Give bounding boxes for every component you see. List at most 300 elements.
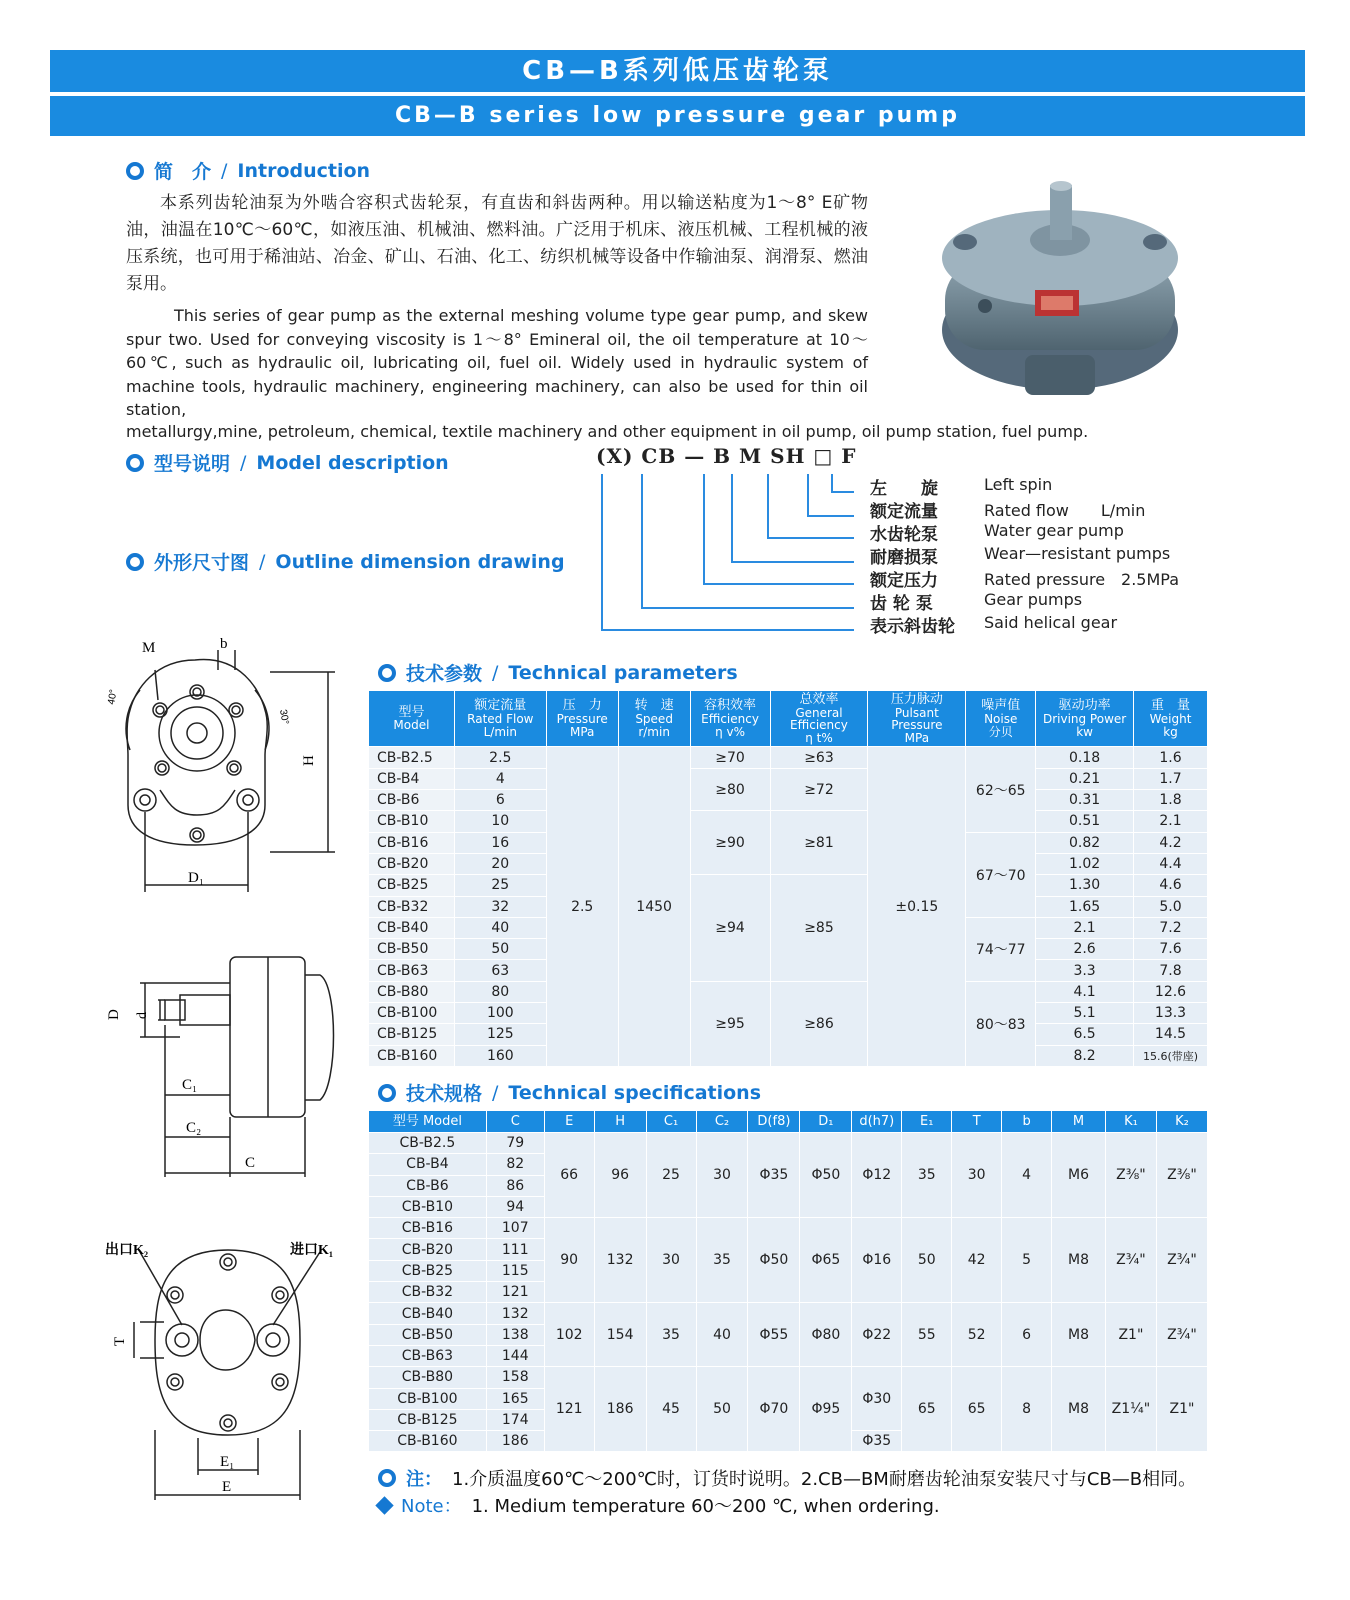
weight-cell: 5.0: [1134, 896, 1208, 917]
model-heading-cn: 型号说明: [154, 453, 231, 475]
legend-en-2: Water gear pump: [984, 521, 1124, 540]
pressure-cell: 2.5: [546, 747, 618, 1066]
specs-header-cell: D₁: [800, 1111, 852, 1133]
model-name-cell: CB-B50: [369, 939, 455, 960]
h-cell: 186: [594, 1367, 646, 1452]
label-D: D: [106, 1009, 122, 1020]
c1-cell: 30: [646, 1218, 696, 1303]
power-cell: 5.1: [1036, 1002, 1134, 1023]
k1-cell: Z¾": [1105, 1218, 1156, 1303]
m-cell: M8: [1052, 1303, 1106, 1367]
weight-cell: 1.8: [1134, 790, 1208, 811]
k1-cell: Z1": [1105, 1303, 1156, 1367]
k1-cell: Z1¼": [1105, 1367, 1156, 1452]
k2-cell: Z⅜": [1156, 1133, 1207, 1218]
technical-specifications-table: [368, 1110, 1208, 1452]
flow-cell: 63: [454, 960, 546, 981]
e1-cell: 55: [902, 1303, 952, 1367]
e1-cell: 50: [902, 1218, 952, 1303]
weight-cell: 4.4: [1134, 853, 1208, 874]
flow-cell: 20: [454, 853, 546, 874]
table-row: [369, 1133, 1208, 1154]
noise-cell: 67～70: [966, 832, 1036, 917]
table-row: [369, 747, 1208, 768]
model-name-cell: CB-B6: [369, 1175, 487, 1196]
page-title-cn: CB—B系列低压齿轮泵: [522, 56, 833, 86]
label-M: M: [142, 640, 156, 656]
d-f8-cell: Φ55: [748, 1303, 800, 1367]
power-cell: 8.2: [1036, 1045, 1134, 1066]
efficiency-t-cell: ≥63: [770, 747, 868, 768]
back-view-drawing: [100, 1230, 360, 1510]
params-header-cell: [369, 691, 455, 747]
params-header-text: 容积效率: [704, 698, 757, 714]
title-banner-en: [50, 96, 1305, 136]
intro-heading-en: Introduction: [237, 159, 371, 182]
c-cell: 144: [486, 1345, 544, 1366]
flow-cell: 16: [454, 832, 546, 853]
params-header-text: Efficiency: [701, 711, 759, 726]
params-header-text: 噪声值: [981, 698, 1021, 714]
efficiency-v-cell: ≥80: [690, 768, 770, 811]
specs-header-cell: C₁: [646, 1111, 696, 1133]
flow-cell: 50: [454, 939, 546, 960]
heading-separator: /: [492, 1081, 499, 1104]
params-header-text: Speed: [635, 711, 673, 726]
model-name-cell: CB-B160: [369, 1045, 455, 1066]
m-cell: M8: [1052, 1367, 1106, 1452]
table-row: [369, 1367, 1208, 1388]
d-h7-cell: Φ30: [852, 1367, 902, 1431]
params-header-text: η t%: [805, 730, 833, 745]
intro-text-en: This series of gear pump as the external meshing volume type gear pump, and skew spur two. Used for conveying viscosity is 1～8° Emineral oil, the oil temperature at 10～60℃, such as hydraulic oil, lubricating oil, fuel oil. Widely used in hydraulic system of machine tools, hydraulic machinery, engineering machinery, can also be used for thin oil station,: [126, 306, 868, 419]
model-code: (X) CB — B M SH □ F: [596, 444, 857, 468]
label-C2: C₂: [186, 1120, 202, 1136]
model-name-cell: CB-B2.5: [369, 1133, 487, 1154]
c1-cell: 35: [646, 1303, 696, 1367]
c2-cell: 35: [696, 1218, 748, 1303]
table-row: [369, 1218, 1208, 1239]
b-cell: 8: [1002, 1367, 1052, 1452]
circle-bullet-icon: [378, 1469, 396, 1487]
specs-header-cell: K₁: [1105, 1111, 1156, 1133]
noise-cell: 74～77: [966, 917, 1036, 981]
params-heading: [378, 659, 738, 686]
circle-bullet-icon: [126, 162, 144, 180]
t-cell: 65: [952, 1367, 1002, 1452]
params-header-text: η v%: [715, 724, 746, 739]
c-cell: 86: [486, 1175, 544, 1196]
specs-header-cell: b: [1002, 1111, 1052, 1133]
weight-cell: 12.6: [1134, 981, 1208, 1002]
model-name-cell: CB-B100: [369, 1002, 455, 1023]
power-cell: 0.31: [1036, 790, 1134, 811]
power-cell: 2.6: [1036, 939, 1134, 960]
label-T: T: [112, 1336, 128, 1346]
speed-cell: 1450: [618, 747, 690, 1066]
params-header-cell: [1134, 691, 1208, 747]
params-header-text: MPa: [904, 730, 930, 745]
note-text-en: 1. Medium temperature 60～200 ℃, when ordering.: [471, 1496, 940, 1517]
efficiency-v-cell: ≥70: [690, 747, 770, 768]
power-cell: 2.1: [1036, 917, 1134, 938]
table-row: [369, 1303, 1208, 1324]
params-header-text: Weight: [1149, 711, 1192, 726]
circle-bullet-icon: [126, 553, 144, 571]
c-cell: 174: [486, 1409, 544, 1430]
params-header-cell: [1036, 691, 1134, 747]
label-C: C: [245, 1155, 256, 1171]
c-cell: 132: [486, 1303, 544, 1324]
page-title-en: CB—B series low pressure gear pump: [395, 103, 960, 128]
legend-cn-5: 齿 轮 泵: [870, 594, 933, 614]
power-cell: 0.82: [1036, 832, 1134, 853]
legend-en-0: Left spin: [984, 475, 1053, 494]
specs-header-cell: T: [952, 1111, 1002, 1133]
note-cn: [378, 1465, 1196, 1491]
specs-header-cell: H: [594, 1111, 646, 1133]
intro-heading-cn: 简 介: [154, 161, 212, 183]
specs-header-cell: K₂: [1156, 1111, 1207, 1133]
flow-cell: 6: [454, 790, 546, 811]
label-D1: D₁: [188, 870, 205, 886]
table-row: [369, 981, 1208, 1002]
weight-cell: 1.7: [1134, 768, 1208, 789]
note-text-cn: 1.介质温度60℃～200℃时，订货时说明。2.CB—BM耐磨齿轮油泵安装尺寸与CB—B相同。: [452, 1469, 1197, 1490]
pulsant-cell: ±0.15: [868, 747, 966, 1066]
c2-cell: 30: [696, 1133, 748, 1218]
params-header-text: Model: [393, 718, 430, 733]
efficiency-t-cell: ≥86: [770, 981, 868, 1066]
power-cell: 0.18: [1036, 747, 1134, 768]
k2-cell: Z¾": [1156, 1218, 1207, 1303]
model-name-cell: CB-B80: [369, 1367, 487, 1388]
weight-cell: 15.6(带座): [1134, 1045, 1208, 1066]
d1-cell: Φ80: [800, 1303, 852, 1367]
params-header-text: MPa: [570, 724, 595, 739]
model-name-cell: CB-B4: [369, 1154, 487, 1175]
weight-cell: 14.5: [1134, 1024, 1208, 1045]
specs-heading-en: Technical specifications: [508, 1081, 762, 1104]
t-cell: 42: [952, 1218, 1002, 1303]
c2-cell: 50: [696, 1367, 748, 1452]
label-angle-40: 40°: [106, 688, 120, 706]
legend-en-1: Rated flow L/min: [984, 501, 1146, 520]
model-name-cell: CB-B16: [369, 1218, 487, 1239]
model-name-cell: CB-B63: [369, 960, 455, 981]
legend-en-4: Rated pressure 2.5MPa: [984, 570, 1180, 589]
label-C1: C₁: [182, 1077, 198, 1093]
c-cell: 79: [486, 1133, 544, 1154]
params-header-text: 分贝: [988, 724, 1013, 739]
weight-cell: 7.2: [1134, 917, 1208, 938]
model-name-cell: CB-B50: [369, 1324, 487, 1345]
outline-heading-en: Outline dimension drawing: [275, 550, 565, 573]
label-E: E: [222, 1479, 232, 1495]
note-label-cn: 注：: [406, 1469, 442, 1490]
e-cell: 66: [544, 1133, 594, 1218]
specs-header-cell: C₂: [696, 1111, 748, 1133]
c-cell: 138: [486, 1324, 544, 1345]
flow-cell: 10: [454, 811, 546, 832]
d-f8-cell: Φ50: [748, 1218, 800, 1303]
c-cell: 94: [486, 1196, 544, 1217]
params-header-text: 型号: [398, 704, 425, 720]
model-name-cell: CB-B40: [369, 917, 455, 938]
params-header-cell: [546, 691, 618, 747]
c-cell: 107: [486, 1218, 544, 1239]
diamond-bullet-icon: [375, 1496, 393, 1514]
b-cell: 6: [1002, 1303, 1052, 1367]
c-cell: 186: [486, 1431, 544, 1452]
flow-cell: 25: [454, 875, 546, 896]
weight-cell: 4.6: [1134, 875, 1208, 896]
t-cell: 30: [952, 1133, 1002, 1218]
model-name-cell: CB-B10: [369, 811, 455, 832]
flow-cell: 4: [454, 768, 546, 789]
efficiency-v-cell: ≥95: [690, 981, 770, 1066]
flow-cell: 100: [454, 1002, 546, 1023]
params-header-cell: [454, 691, 546, 747]
flow-cell: 2.5: [454, 747, 546, 768]
efficiency-t-cell: ≥81: [770, 811, 868, 875]
e-cell: 90: [544, 1218, 594, 1303]
circle-bullet-icon: [378, 1084, 396, 1102]
c-cell: 115: [486, 1260, 544, 1281]
params-header-text: 转 速: [634, 698, 674, 714]
h-cell: 154: [594, 1303, 646, 1367]
params-header-text: Rated Flow: [467, 711, 534, 726]
d-h7-cell: Φ16: [852, 1218, 902, 1303]
model-name-cell: CB-B6: [369, 790, 455, 811]
legend-cn-3: 耐磨损泵: [870, 548, 938, 568]
weight-cell: 4.2: [1134, 832, 1208, 853]
t-cell: 52: [952, 1303, 1002, 1367]
legend-cn-0: 左 旋: [870, 479, 938, 499]
efficiency-t-cell: ≥85: [770, 875, 868, 981]
label-angle-30: 30°: [277, 708, 291, 726]
model-name-cell: CB-B20: [369, 853, 455, 874]
specs-header-cell: E: [544, 1111, 594, 1133]
model-code-leader-lines: [590, 470, 890, 640]
flow-cell: 125: [454, 1024, 546, 1045]
model-name-cell: CB-B32: [369, 896, 455, 917]
heading-separator: /: [240, 451, 247, 474]
params-heading-cn: 技术参数: [406, 663, 483, 685]
specs-heading: [378, 1079, 761, 1106]
power-cell: 1.65: [1036, 896, 1134, 917]
params-header-text: kw: [1076, 724, 1093, 739]
heading-separator: /: [259, 550, 266, 573]
params-header-text: L/min: [483, 724, 517, 739]
specs-header-cell: 型号 Model: [369, 1111, 487, 1133]
outline-heading: [126, 548, 565, 575]
weight-cell: 7.6: [1134, 939, 1208, 960]
model-name-cell: CB-B125: [369, 1409, 487, 1430]
params-header-text: Noise: [984, 711, 1018, 726]
legend-cn-1: 额定流量: [870, 502, 938, 522]
params-header-text: 额定流量: [474, 698, 527, 714]
weight-cell: 13.3: [1134, 1002, 1208, 1023]
noise-cell: 80～83: [966, 981, 1036, 1066]
model-name-cell: CB-B25: [369, 1260, 487, 1281]
model-name-cell: CB-B32: [369, 1282, 487, 1303]
c2-cell: 40: [696, 1303, 748, 1367]
legend-en-5: Gear pumps: [984, 590, 1083, 609]
label-b: b: [220, 636, 228, 652]
legend-cn-4: 额定压力: [870, 571, 938, 591]
params-header-text: 压 力: [562, 698, 602, 714]
table-row: [369, 875, 1208, 896]
outline-heading-cn: 外形尺寸图: [154, 552, 250, 574]
gear-pump-image: [925, 180, 1195, 410]
params-header-text: 压力脉动: [890, 692, 943, 707]
m-cell: M8: [1052, 1218, 1106, 1303]
efficiency-v-cell: ≥94: [690, 875, 770, 981]
legend-cn-6: 表示斜齿轮: [870, 617, 955, 637]
b-cell: 5: [1002, 1218, 1052, 1303]
power-cell: 0.21: [1036, 768, 1134, 789]
legend-cn-2: 水齿轮泵: [870, 525, 938, 545]
model-name-cell: CB-B40: [369, 1303, 487, 1324]
params-header-cell: [770, 691, 868, 747]
k2-cell: Z1": [1156, 1367, 1207, 1452]
label-E1: E₁: [220, 1454, 235, 1470]
side-view-drawing: [100, 945, 360, 1185]
d-f8-cell: Φ70: [748, 1367, 800, 1452]
power-cell: 4.1: [1036, 981, 1134, 1002]
k1-cell: Z⅜": [1105, 1133, 1156, 1218]
params-header-cell: [690, 691, 770, 747]
legend-en-3: Wear—resistant pumps: [984, 544, 1171, 563]
params-header-text: 总效率: [799, 692, 839, 707]
front-view-drawing: [100, 630, 340, 900]
model-name-cell: CB-B125: [369, 1024, 455, 1045]
flow-cell: 160: [454, 1045, 546, 1066]
flow-cell: 32: [454, 896, 546, 917]
params-header-text: r/min: [638, 724, 670, 739]
model-name-cell: CB-B63: [369, 1345, 487, 1366]
model-name-cell: CB-B10: [369, 1196, 487, 1217]
params-header-text: General Efficiency: [790, 705, 848, 733]
params-heading-en: Technical parameters: [508, 661, 738, 684]
flow-cell: 80: [454, 981, 546, 1002]
specs-header-cell: C: [486, 1111, 544, 1133]
efficiency-t-cell: ≥72: [770, 768, 868, 811]
title-banner-cn: [50, 50, 1305, 92]
e1-cell: 35: [902, 1133, 952, 1218]
label-inlet: 进口K₁: [290, 1243, 334, 1258]
specs-header-row: [369, 1111, 1208, 1133]
params-header-row: [369, 691, 1208, 747]
c1-cell: 25: [646, 1133, 696, 1218]
flow-cell: 40: [454, 917, 546, 938]
c1-cell: 45: [646, 1367, 696, 1452]
model-name-cell: CB-B2.5: [369, 747, 455, 768]
intro-text-cn: 本系列齿轮油泵为外啮合容积式齿轮泵，有直齿和斜齿两种。用以输送粘度为1～8° E矿物油，油温在10℃～60℃，如液压油、机械油、燃料油。广泛用于机床、液压机械、工程机械的液压系统，也可用于稀油站、冶金、矿山、石油、化工、纺织机械等设备中作输油泵、润滑泵、燃油泵用。: [126, 193, 868, 294]
noise-cell: 62～65: [966, 747, 1036, 832]
c-cell: 158: [486, 1367, 544, 1388]
params-header-text: 重 量: [1151, 698, 1191, 714]
k2-cell: Z¾": [1156, 1303, 1207, 1367]
legend-en-6: Said helical gear: [984, 613, 1118, 632]
intro-heading: [126, 157, 370, 184]
table-row: [369, 768, 1208, 789]
technical-parameters-table: [368, 690, 1208, 1067]
label-d: d: [135, 1012, 150, 1019]
model-name-cell: CB-B100: [369, 1388, 487, 1409]
specs-header-cell: D(f8): [748, 1111, 800, 1133]
circle-bullet-icon: [378, 664, 396, 682]
params-header-text: Driving Power: [1042, 711, 1127, 726]
d1-cell: Φ95: [800, 1367, 852, 1452]
heading-separator: /: [492, 661, 499, 684]
label-H: H: [301, 755, 317, 766]
model-name-cell: CB-B4: [369, 768, 455, 789]
e-cell: 121: [544, 1367, 594, 1452]
model-name-cell: CB-B80: [369, 981, 455, 1002]
specs-header-cell: M: [1052, 1111, 1106, 1133]
specs-header-cell: d(h7): [852, 1111, 902, 1133]
params-header-text: Pulsant Pressure: [891, 705, 943, 733]
params-header-text: 驱动功率: [1058, 698, 1111, 714]
heading-separator: /: [221, 159, 228, 182]
params-header-cell: [868, 691, 966, 747]
params-header-text: Pressure: [556, 711, 608, 726]
model-name-cell: CB-B20: [369, 1239, 487, 1260]
note-label-en: Note：: [401, 1496, 462, 1517]
specs-heading-cn: 技术规格: [406, 1083, 483, 1105]
c-cell: 111: [486, 1239, 544, 1260]
circle-bullet-icon: [126, 454, 144, 472]
weight-cell: 2.1: [1134, 811, 1208, 832]
table-row: [369, 811, 1208, 832]
model-name-cell: CB-B25: [369, 875, 455, 896]
power-cell: 3.3: [1036, 960, 1134, 981]
model-name-cell: CB-B16: [369, 832, 455, 853]
power-cell: 1.02: [1036, 853, 1134, 874]
h-cell: 132: [594, 1218, 646, 1303]
c-cell: 165: [486, 1388, 544, 1409]
model-heading-en: Model description: [256, 451, 449, 474]
d-f8-cell: Φ35: [748, 1133, 800, 1218]
h-cell: 96: [594, 1133, 646, 1218]
params-header-text: kg: [1163, 724, 1178, 739]
weight-cell: 1.6: [1134, 747, 1208, 768]
label-outlet: 出口K₂: [105, 1243, 149, 1258]
d-h7-cell: Φ35: [852, 1431, 902, 1452]
model-name-cell: CB-B160: [369, 1431, 487, 1452]
b-cell: 4: [1002, 1133, 1052, 1218]
weight-cell: 7.8: [1134, 960, 1208, 981]
d1-cell: Φ50: [800, 1133, 852, 1218]
efficiency-v-cell: ≥90: [690, 811, 770, 875]
d-h7-cell: Φ22: [852, 1303, 902, 1367]
model-heading: [126, 449, 449, 476]
params-header-cell: [966, 691, 1036, 747]
note-en: [378, 1492, 940, 1518]
c-cell: 82: [486, 1154, 544, 1175]
e-cell: 102: [544, 1303, 594, 1367]
c-cell: 121: [486, 1282, 544, 1303]
power-cell: 6.5: [1036, 1024, 1134, 1045]
d-h7-cell: Φ12: [852, 1133, 902, 1218]
intro-text-en-last: metallurgy,mine, petroleum, chemical, textile machinery and other equipment in oil pump, oil pump station, fuel pump.: [126, 422, 1089, 441]
d1-cell: Φ65: [800, 1218, 852, 1303]
power-cell: 1.30: [1036, 875, 1134, 896]
e1-cell: 65: [902, 1367, 952, 1452]
specs-header-cell: E₁: [902, 1111, 952, 1133]
